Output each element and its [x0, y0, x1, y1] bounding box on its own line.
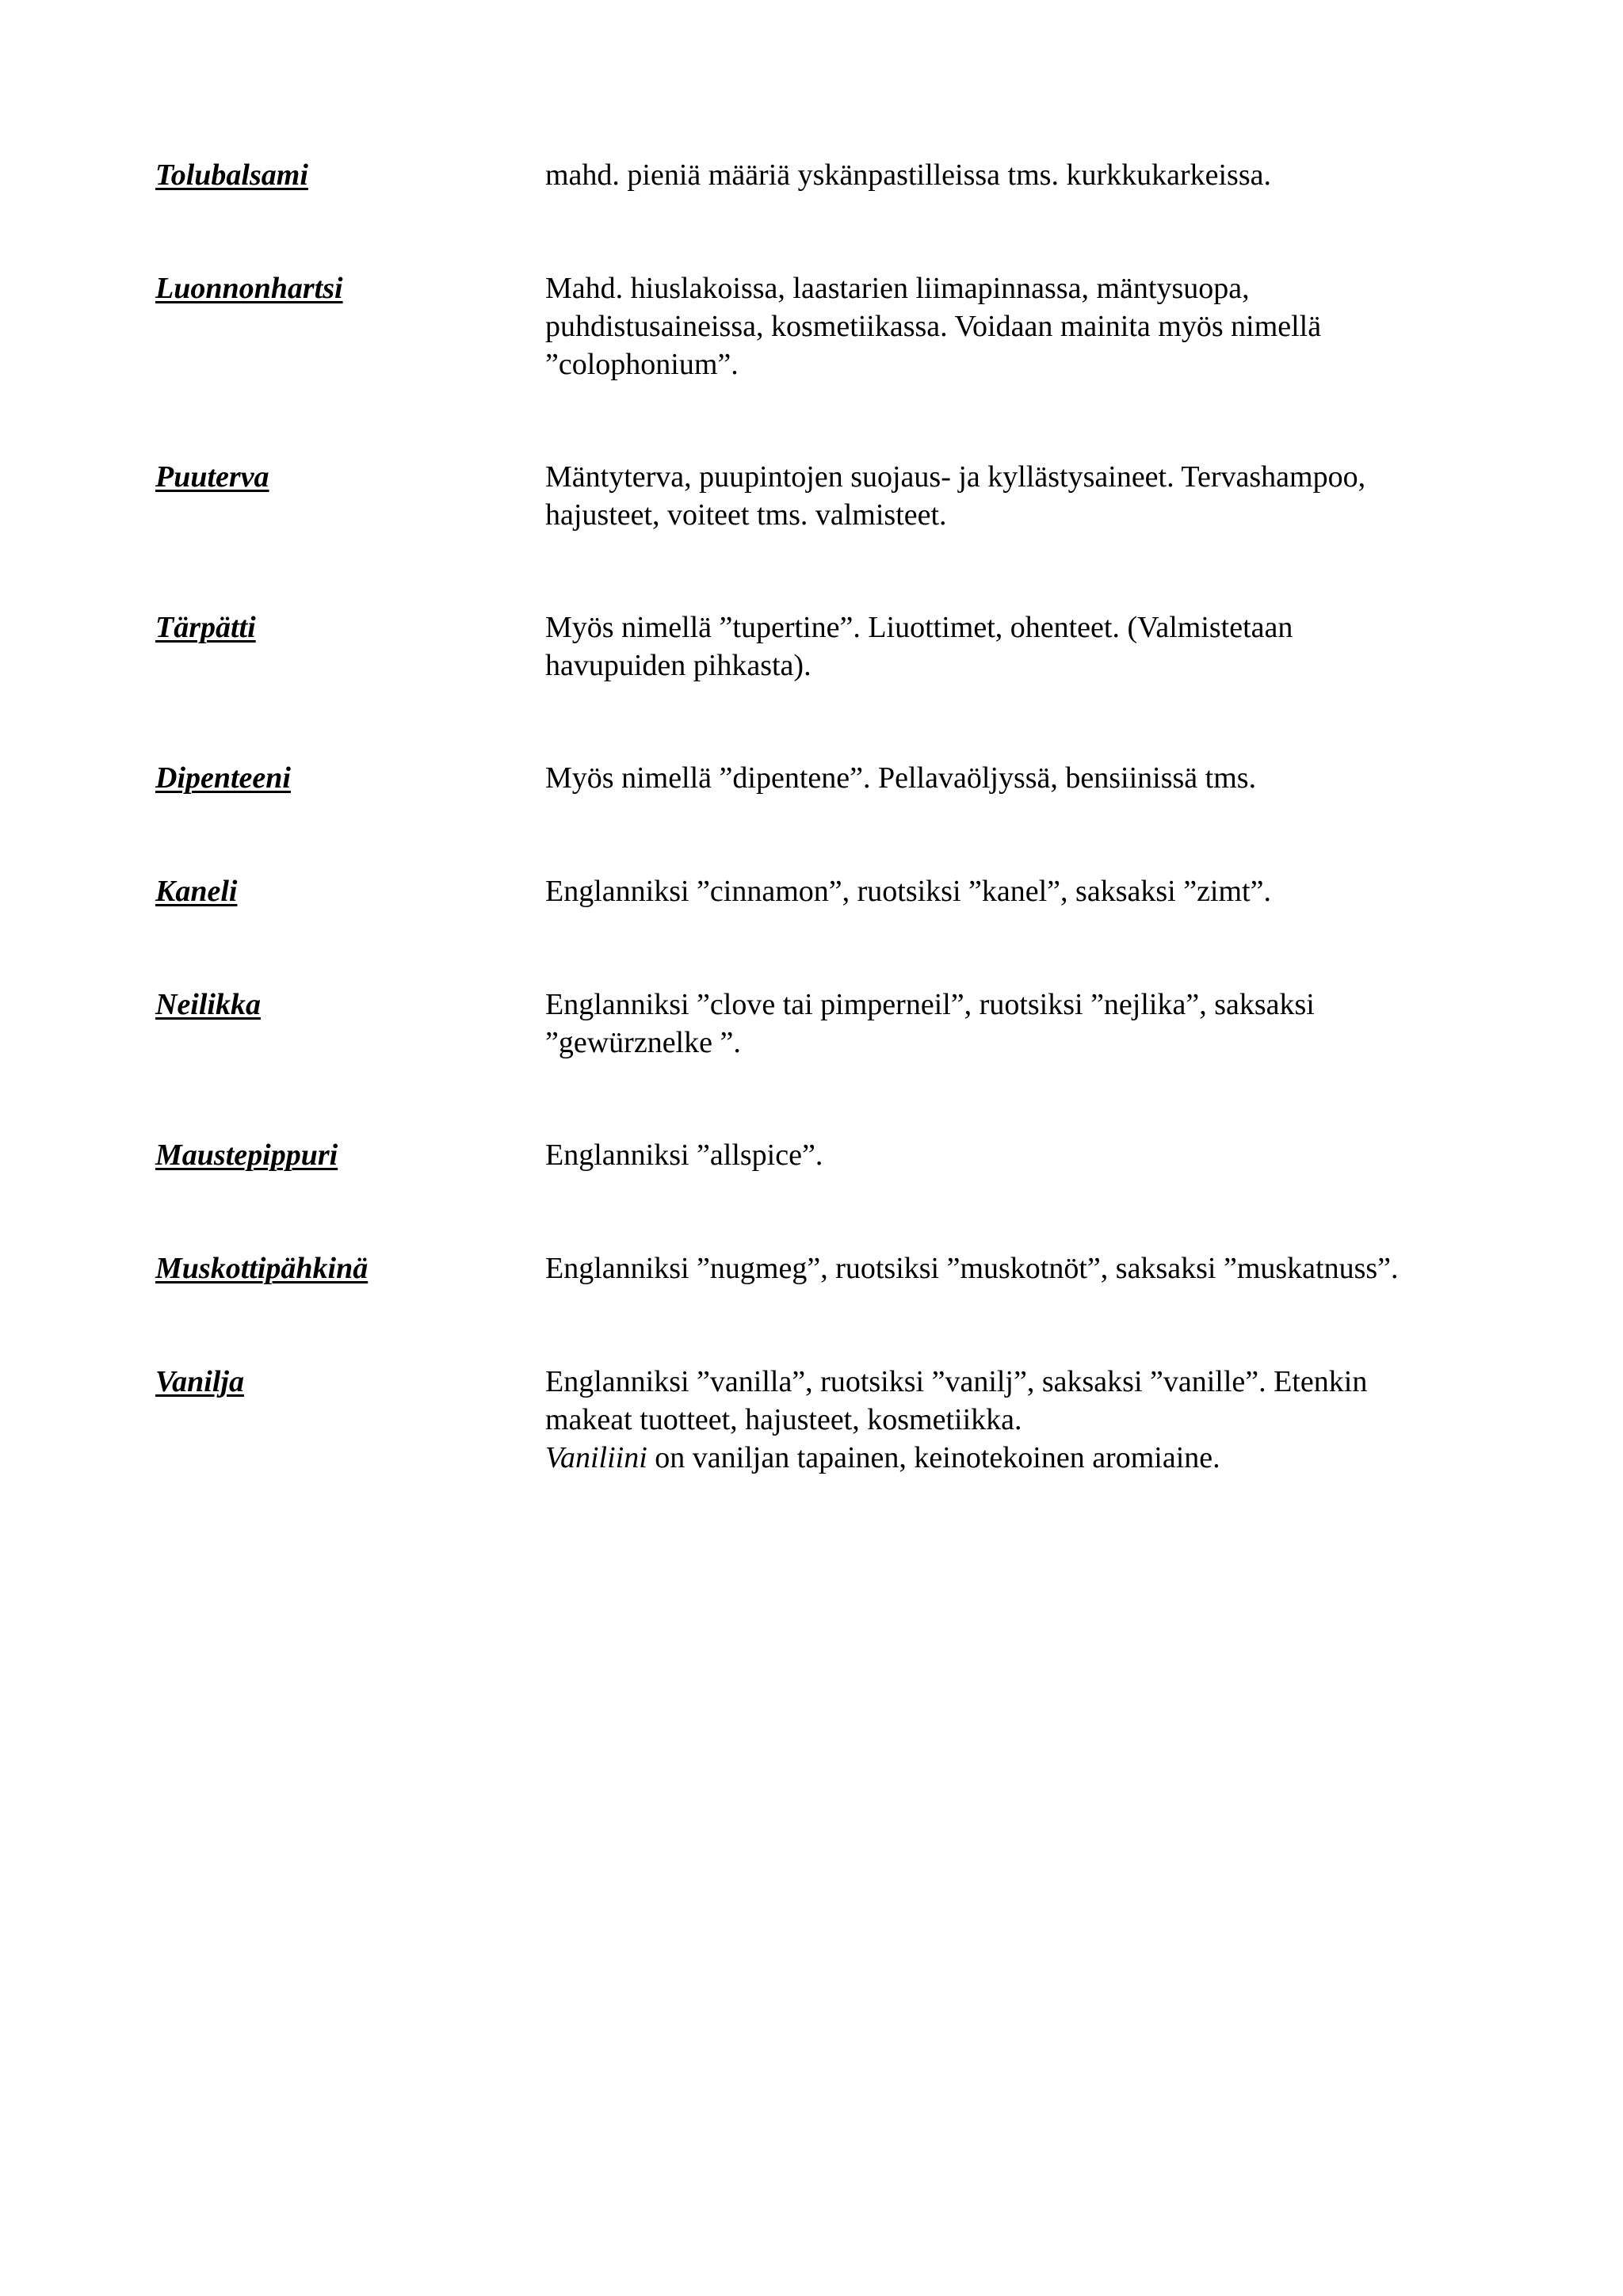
- description-line: ”colophonium”.: [545, 348, 739, 381]
- entry-term: Muskottipähkinä: [155, 1252, 369, 1285]
- entry-term: Tärpätti: [155, 611, 256, 644]
- description-note: [545, 1439, 1496, 1477]
- description-line: Englanniksi ”vanilla”, ruotsiksi ”vanilj”, saksaksi ”vanille”. Etenkin: [545, 1365, 1368, 1398]
- description-line: Mäntyterva, puupintojen suojaus- ja kyllästysaineet. Tervashampoo,: [545, 460, 1366, 494]
- description-line: Englanniksi ”clove tai pimperneil”, ruotsiksi ”nejlika”, saksaksi: [545, 988, 1315, 1021]
- entry-term: Vanilja: [155, 1365, 244, 1398]
- description-line: Englanniksi ”allspice”.: [545, 1138, 823, 1172]
- entry-term: Tolubalsami: [155, 158, 308, 192]
- entry-description: [545, 156, 1496, 194]
- note-text: on vaniljan tapainen, keinotekoinen aromiaine.: [647, 1441, 1220, 1474]
- entry-description: [545, 986, 1496, 1062]
- description-line: makeat tuotteet, hajusteet, kosmetiikka.: [545, 1403, 1022, 1436]
- description-line: mahd. pieniä määriä yskänpastilleissa tms. kurkkukarkeissa.: [545, 158, 1271, 192]
- entry-term: Maustepippuri: [155, 1138, 338, 1172]
- entry-term: Kaneli: [155, 875, 238, 908]
- description-line: havupuiden pihkasta).: [545, 649, 812, 682]
- entry-term: Puuterva: [155, 460, 269, 494]
- entry-term: Neilikka: [155, 988, 261, 1021]
- description-line: Myös nimellä ”dipentene”. Pellavaöljyssä, bensiinissä tms.: [545, 761, 1257, 795]
- entry-description: [545, 1136, 1496, 1174]
- description-line: puhdistusaineissa, kosmetiikassa. Voidaan mainita myös nimellä: [545, 310, 1322, 343]
- entry-term: Dipenteeni: [155, 761, 291, 795]
- description-line: hajusteet, voiteet tms. valmisteet.: [545, 498, 947, 532]
- description-line: Myös nimellä ”tupertine”. Liuottimet, ohenteet. (Valmistetaan: [545, 611, 1293, 644]
- entry-description: [545, 1363, 1496, 1477]
- note-term: Vaniliini: [545, 1441, 647, 1474]
- entry-description: [545, 269, 1496, 383]
- entry-description: [545, 1249, 1496, 1287]
- description-line: Englanniksi ”nugmeg”, ruotsiksi ”muskotnöt”, saksaksi ”muskatnuss”.: [545, 1252, 1399, 1285]
- entry-term: Luonnonhartsi: [155, 272, 343, 305]
- entry-description: [545, 458, 1496, 534]
- entry-description: [545, 872, 1496, 910]
- entry-description: [545, 608, 1496, 685]
- description-line: Englanniksi ”cinnamon”, ruotsiksi ”kanel”, saksaksi ”zimt”.: [545, 875, 1271, 908]
- description-line: ”gewürznelke ”.: [545, 1026, 741, 1059]
- entry-description: [545, 759, 1496, 797]
- description-line: Mahd. hiuslakoissa, laastarien liimapinnassa, mäntysuopa,: [545, 272, 1250, 305]
